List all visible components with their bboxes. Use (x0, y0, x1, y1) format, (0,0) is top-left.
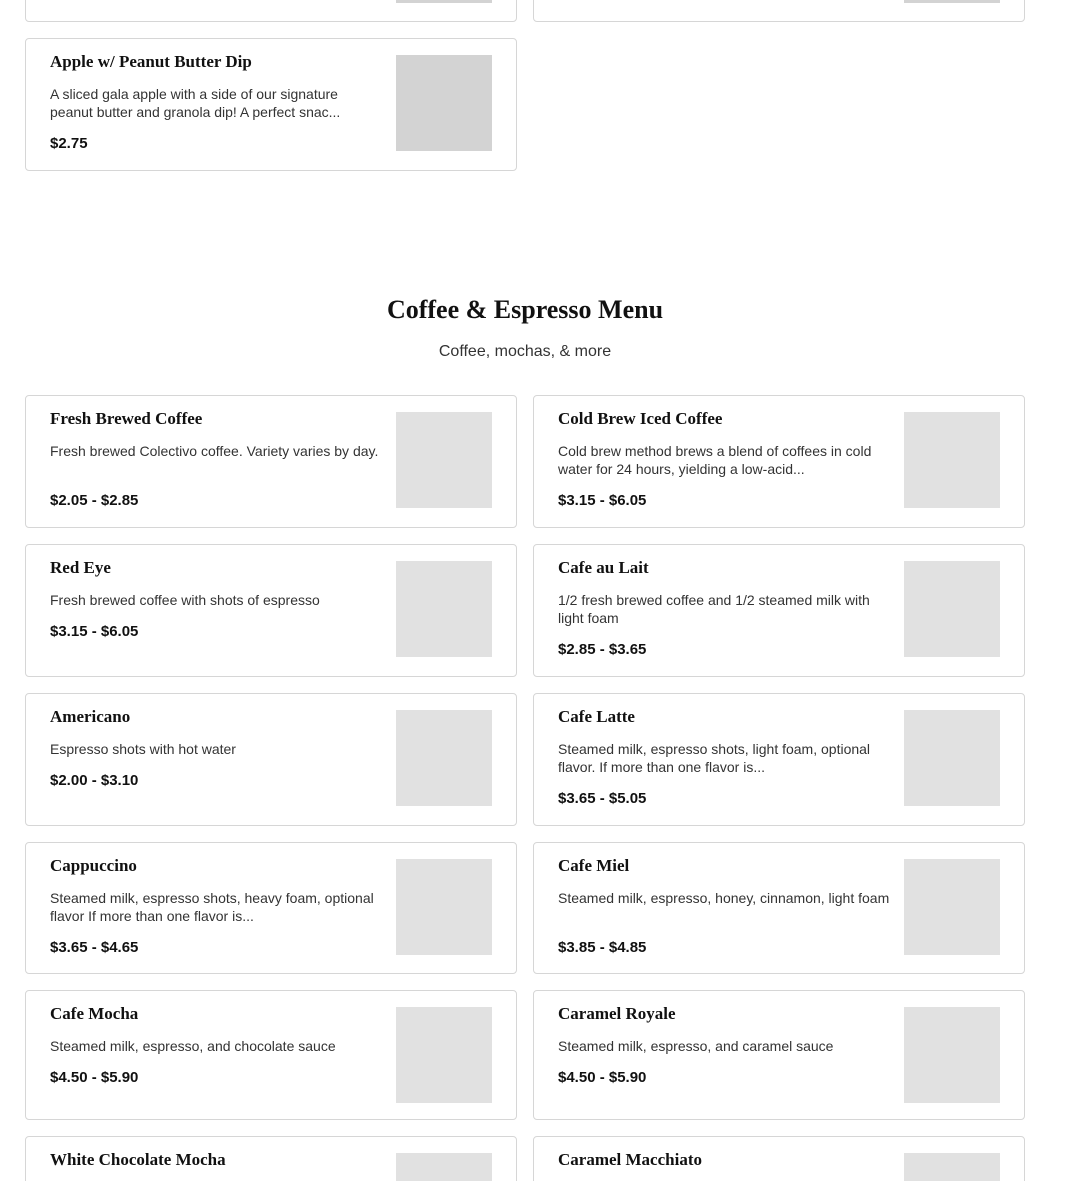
menu-item-description: Steamed milk, espresso, and chocolate sauce (50, 1038, 336, 1054)
section-subtitle: Coffee, mochas, & more (438, 343, 612, 360)
menu-item-image (396, 1007, 492, 1103)
menu-item-card[interactable] (533, 693, 1025, 826)
menu-item-price: $3.65 - $5.05 (558, 790, 647, 807)
menu-item-image (904, 1007, 1000, 1103)
menu-item-description: 1/2 fresh brewed coffee and 1/2 steamed milk with light foam (558, 592, 870, 626)
menu-item-image (396, 412, 492, 508)
menu-item-name: Cold Brew Iced Coffee (558, 409, 723, 428)
menu-item-image (396, 710, 492, 806)
menu-item-name: Caramel Royale (558, 1004, 676, 1023)
menu-item-name: Cafe Miel (558, 856, 630, 875)
menu-item-image (396, 55, 492, 151)
menu-item-card-partial-right[interactable] (533, 0, 1025, 22)
menu-item-card[interactable] (25, 842, 517, 974)
menu-item-card[interactable] (533, 842, 1025, 974)
menu-item-description: Steamed milk, espresso, and caramel sauce (558, 1038, 834, 1054)
menu-item-card[interactable] (533, 395, 1025, 528)
menu-item-card[interactable] (533, 544, 1025, 677)
menu-item-card-partial-left[interactable] (25, 0, 517, 22)
menu-item-card[interactable] (25, 395, 517, 528)
menu-item-name: Cafe Latte (558, 707, 635, 726)
menu-item-image (396, 0, 492, 3)
menu-item-description: Fresh brewed Colectivo coffee. Variety varies by day. (50, 443, 379, 459)
menu-item-name: Cafe Mocha (50, 1004, 139, 1023)
menu-item-card[interactable] (25, 990, 517, 1120)
menu-item-image (904, 0, 1000, 3)
menu-item-description: Steamed milk, espresso shots, light foam, optional flavor. If more than one flavor is... (558, 741, 871, 775)
menu-item-description: Steamed milk, espresso shots, heavy foam, optional flavor If more than one flavor is... (50, 890, 374, 924)
menu-item-description: Espresso shots with hot water (50, 741, 236, 757)
section-title: Coffee & Espresso Menu (386, 295, 664, 324)
menu-item-price: $4.50 - $5.90 (558, 1069, 647, 1086)
menu-item-price: $2.85 - $3.65 (558, 641, 647, 658)
menu-item-card[interactable] (25, 544, 517, 677)
menu-item-name: Caramel Macchiato (558, 1150, 702, 1169)
menu-item-description: Cold brew method brews a blend of coffees in cold water for 24 hours, yielding a low-acid... (558, 443, 872, 477)
menu-item-name: Cafe au Lait (558, 558, 649, 577)
menu-item-price: $2.75 (50, 135, 88, 152)
menu-item-price: $3.15 - $6.05 (50, 623, 139, 640)
menu-item-card[interactable] (25, 693, 517, 826)
menu-item-card[interactable] (25, 1136, 517, 1181)
menu-item-name: Americano (50, 707, 131, 726)
menu-item-image (904, 1153, 1000, 1181)
menu-item-name: Apple w/ Peanut Butter Dip (50, 52, 252, 71)
menu-item-image (396, 561, 492, 657)
menu-item-name: Red Eye (50, 558, 111, 577)
menu-item-image (904, 859, 1000, 955)
menu-item-image (904, 710, 1000, 806)
menu-item-image (396, 859, 492, 955)
menu-item-description: Steamed milk, espresso, honey, cinnamon, light foam (558, 890, 890, 906)
menu-item-name: Fresh Brewed Coffee (50, 409, 203, 428)
menu-item-name: Cappuccino (50, 856, 137, 875)
menu-item-price: $3.15 - $6.05 (558, 492, 647, 509)
menu-item-image (904, 561, 1000, 657)
menu-item-price: $2.00 - $3.10 (50, 772, 139, 789)
menu-item-price: $4.50 - $5.90 (50, 1069, 139, 1086)
menu-item-name: White Chocolate Mocha (50, 1150, 226, 1169)
menu-item-card[interactable] (533, 1136, 1025, 1181)
menu-item-description: A sliced gala apple with a side of our signature peanut butter and granola dip! A perfect snac... (50, 86, 341, 120)
menu-item-image (904, 412, 1000, 508)
menu-item-price: $3.85 - $4.85 (558, 939, 647, 956)
menu-item-price: $2.05 - $2.85 (50, 492, 139, 509)
menu-item-card[interactable] (25, 38, 517, 171)
menu-item-card[interactable] (533, 990, 1025, 1120)
menu-item-image (396, 1153, 492, 1181)
menu-item-description: Fresh brewed coffee with shots of espresso (50, 592, 320, 608)
menu-item-price: $3.65 - $4.65 (50, 939, 139, 956)
